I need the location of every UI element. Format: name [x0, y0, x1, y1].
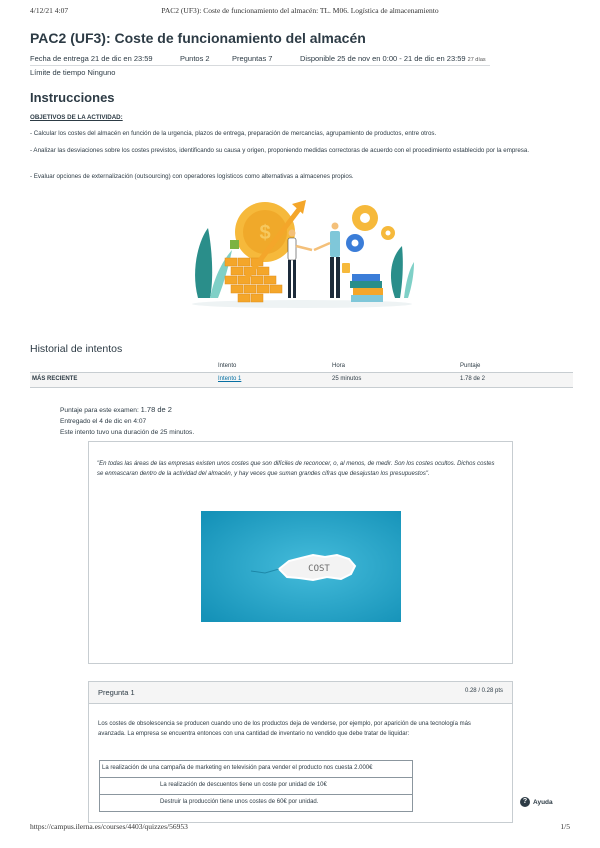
history-header-row: [30, 360, 573, 373]
help-label: Ayuda: [533, 798, 553, 806]
submitted-line: Entregado el 4 de dic en 4:07: [60, 418, 147, 425]
objective-item: - Calcular los costes del almacén en función de la urgencia, plazos de entrega, preparación de mercancías, agrupamiento de productos, entre otros.: [30, 130, 437, 137]
quiz-meta-row-2: [30, 66, 490, 79]
attempt-score: 1.78 de 2: [460, 376, 486, 382]
column-header: Intento: [218, 363, 237, 369]
cost-torn-paper-photo: [201, 511, 401, 622]
points-total: Puntos 2: [180, 54, 210, 63]
answer-table: [99, 760, 413, 812]
question-points: 0.28 / 0.28 pts: [464, 688, 503, 694]
answer-row: [100, 795, 412, 811]
intro-card: [88, 441, 513, 664]
availability: [300, 54, 486, 63]
quiz-meta-row: [30, 52, 490, 66]
score-label: Puntaje para este examen:: [60, 407, 139, 414]
help-button[interactable]: [520, 797, 553, 807]
instructions-heading: Instrucciones: [30, 90, 115, 105]
question-count: Preguntas 7: [232, 54, 273, 63]
attempt-time: 25 minutos: [332, 376, 362, 382]
question-header: [89, 682, 512, 704]
history-table: [30, 360, 573, 388]
intro-quote: "En todas las áreas de las empresas existen unos costes que son difíciles de reconocer, o, al menos, de medir. Son los costes ocultos. Dichos costes se enmascaran dentro de la actividad del almacén, y hay veces que suman grandes cifras que desajustan los presupuestos".: [97, 461, 495, 477]
print-title: PAC2 (UF3): Coste de funcionamiento del almacén: TL. M06. Logística de almacenamiento: [161, 6, 439, 15]
quiz-meta: [30, 52, 490, 79]
score-line: [60, 404, 194, 416]
print-footer: [0, 822, 600, 834]
availability-days: 27 días: [467, 57, 486, 63]
objectives-heading: OBJETIVOS DE LA ACTIVIDAD:: [30, 114, 123, 121]
duration-line: Este intento tuvo una duración de 25 minutos.: [60, 429, 195, 436]
photo-word: COST: [308, 564, 330, 574]
print-page-number: 1/5: [560, 822, 570, 831]
business-illustration: [190, 188, 415, 308]
time-limit: Límite de tiempo Ninguno: [30, 68, 116, 77]
svg-text:$: $: [259, 222, 271, 244]
answer-text: La realización de descuentos tiene un coste por unidad de 10€: [160, 782, 327, 788]
answer-row: [100, 761, 412, 778]
score-summary: [60, 404, 194, 438]
objective-item: - Analizar las desviaciones sobre los costes previstos, identificando su causa y origen, proponiendo medidas correctoras de acuerdo con el procedimiento establecido por la empresa.: [30, 147, 530, 154]
print-url: https://campus.ilerna.es/courses/4403/quizzes/56953: [30, 822, 188, 831]
due-date: Fecha de entrega 21 de dic en 23:59: [30, 54, 153, 63]
history-row: [30, 373, 573, 388]
question-title: Pregunta 1: [98, 688, 135, 697]
quiz-title: PAC2 (UF3): Coste de funcionamiento del almacén: [30, 30, 366, 46]
question-text: Los costes de obsolescencia se producen cuando uno de los productos deja de venderse, por ejemplo, por aparición de una tecnología más avanzada. La empresa se encuentra entonces con una cantidad de inventario no vendido que debe tratar de liquidar:: [98, 721, 471, 737]
answer-text: La realización de una campaña de marketing en televisión para vender el producto nos cuesta 2.000€: [102, 765, 373, 771]
attempt-link[interactable]: Intento 1: [218, 376, 242, 382]
print-header: [0, 6, 600, 18]
column-header: Puntaje: [460, 363, 481, 369]
history-heading: Historial de intentos: [30, 343, 123, 355]
objective-item: - Evaluar opciones de externalización (outsourcing) con operadores logísticos como alternativas a almacenes propios.: [30, 173, 354, 180]
score-value: 1.78 de 2: [140, 405, 172, 414]
answer-row: [100, 778, 412, 795]
print-date: 4/12/21 4:07: [30, 6, 69, 15]
availability-text: Disponible 25 de nov en 0:00 - 21 de dic en 23:59: [300, 54, 466, 63]
answer-text: Destruir la producción tiene unos costes de 60€ por unidad.: [160, 799, 319, 805]
help-icon: ?: [520, 797, 530, 807]
column-header: Hora: [332, 363, 346, 369]
question-card: [88, 681, 513, 823]
latest-label: MÁS RECIENTE: [32, 376, 78, 382]
